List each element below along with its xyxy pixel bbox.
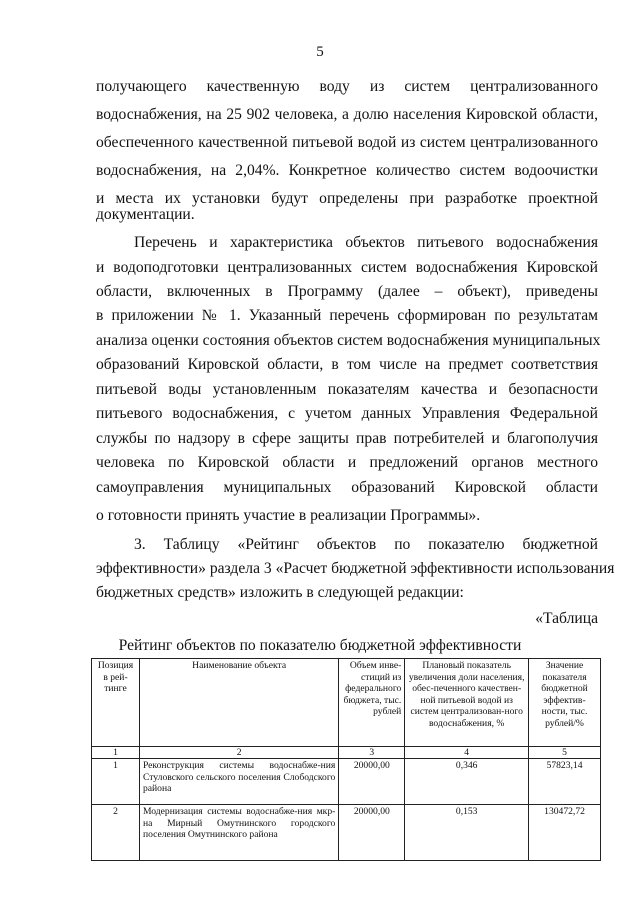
- text-line: водоснабжения, на 25 902 человека, а долю населения Кировской области,: [96, 106, 598, 123]
- column-number: 2: [139, 747, 338, 759]
- text-line: человека по Кировской области и предложений органов местного: [96, 454, 598, 471]
- column-number: 4: [405, 747, 529, 759]
- text-line: о готовности принять участие в реализации Программы».: [96, 507, 481, 524]
- row-increase: 0,346: [405, 759, 529, 805]
- text-line: самоуправления муниципальных образований Кировской области: [96, 479, 598, 496]
- table-header-row: [92, 659, 601, 747]
- text-line: эффективности» раздела 3 «Расчет бюджетной эффективности использования: [96, 560, 615, 577]
- text-line: обеспеченного качественной питьевой водой из систем централизованного: [96, 134, 598, 151]
- table-title: Рейтинг объектов по показателю бюджетной эффективности: [118, 637, 522, 654]
- text-line: и водоподготовки централизованных систем водоснабжения Кировской: [96, 259, 598, 276]
- text-line: и места их установки будут определены при разработке проектной: [96, 190, 598, 207]
- row-position: 2: [92, 805, 140, 861]
- text-line: питьевой воды установленным показателям качества и безопасности: [96, 381, 598, 398]
- header-efficiency: Значение показателя бюджетной эффектив-ности, тыс. рублей/%: [529, 659, 601, 747]
- row-efficiency: 130472,72: [529, 805, 601, 861]
- row-name: Модернизация системы водоснабже-ния мкр-на Мирный Омутнинского городского поселения Омутнинского района: [139, 805, 338, 861]
- text-line: питьевого водоснабжения, с учетом данных Управления Федеральной: [96, 405, 598, 422]
- row-name: Реконструкция системы водоснабже-ния Стуловского сельского поселения Слободского района: [139, 759, 338, 805]
- text-line: водоснабжения, на 2,04%. Конкретное количество систем водоочистки: [96, 162, 598, 179]
- row-investment: 20000,00: [339, 805, 405, 861]
- text-line: бюджетных средств» изложить в следующей редакции:: [96, 584, 464, 601]
- text-line: службы по надзору в сфере защиты прав потребителей и благополучия: [96, 430, 598, 447]
- budget-efficiency-table: [91, 658, 601, 861]
- column-number: 1: [92, 747, 140, 759]
- header-increase: Плановый показатель увеличения доли населения, обес-печенного качествен-ной питьевой водой из систем централизован-ного водоснабжения, %: [405, 659, 529, 747]
- row-efficiency: 57823,14: [529, 759, 601, 805]
- table-row: [92, 805, 601, 861]
- text-line: области, включенных в Программу (далее – объект), приведены: [96, 283, 598, 300]
- header-investment: Объем инве-стиций из федерального бюджета, тыс. рублей: [339, 659, 405, 747]
- text-line: Перечень и характеристика объектов питьевого водоснабжения: [134, 234, 598, 251]
- header-position: Позиция в рей-тинге: [92, 659, 140, 747]
- row-increase: 0,153: [405, 805, 529, 861]
- text-line: 3. Таблицу «Рейтинг объектов по показателю бюджетной: [134, 536, 598, 553]
- text-line: образований Кировской области, в том числе на предмет соответствия: [96, 356, 598, 373]
- page-number: 5: [316, 44, 324, 60]
- table-row: [92, 759, 601, 805]
- text-line: «Таблица: [535, 610, 598, 627]
- column-number: 3: [339, 747, 405, 759]
- header-name: Наименование объекта: [139, 659, 338, 747]
- column-number: 5: [529, 747, 601, 759]
- row-position: 1: [92, 759, 140, 805]
- row-investment: 20000,00: [339, 759, 405, 805]
- text-line: в приложении № 1. Указанный перечень сформирован по результатам: [96, 307, 598, 324]
- text-line: анализа оценки состояния объектов систем водоснабжения муниципальных: [96, 332, 601, 349]
- column-number-row: [92, 747, 601, 759]
- text-line: получающего качественную воду из систем централизованного: [96, 78, 598, 95]
- text-line: документации.: [96, 206, 195, 223]
